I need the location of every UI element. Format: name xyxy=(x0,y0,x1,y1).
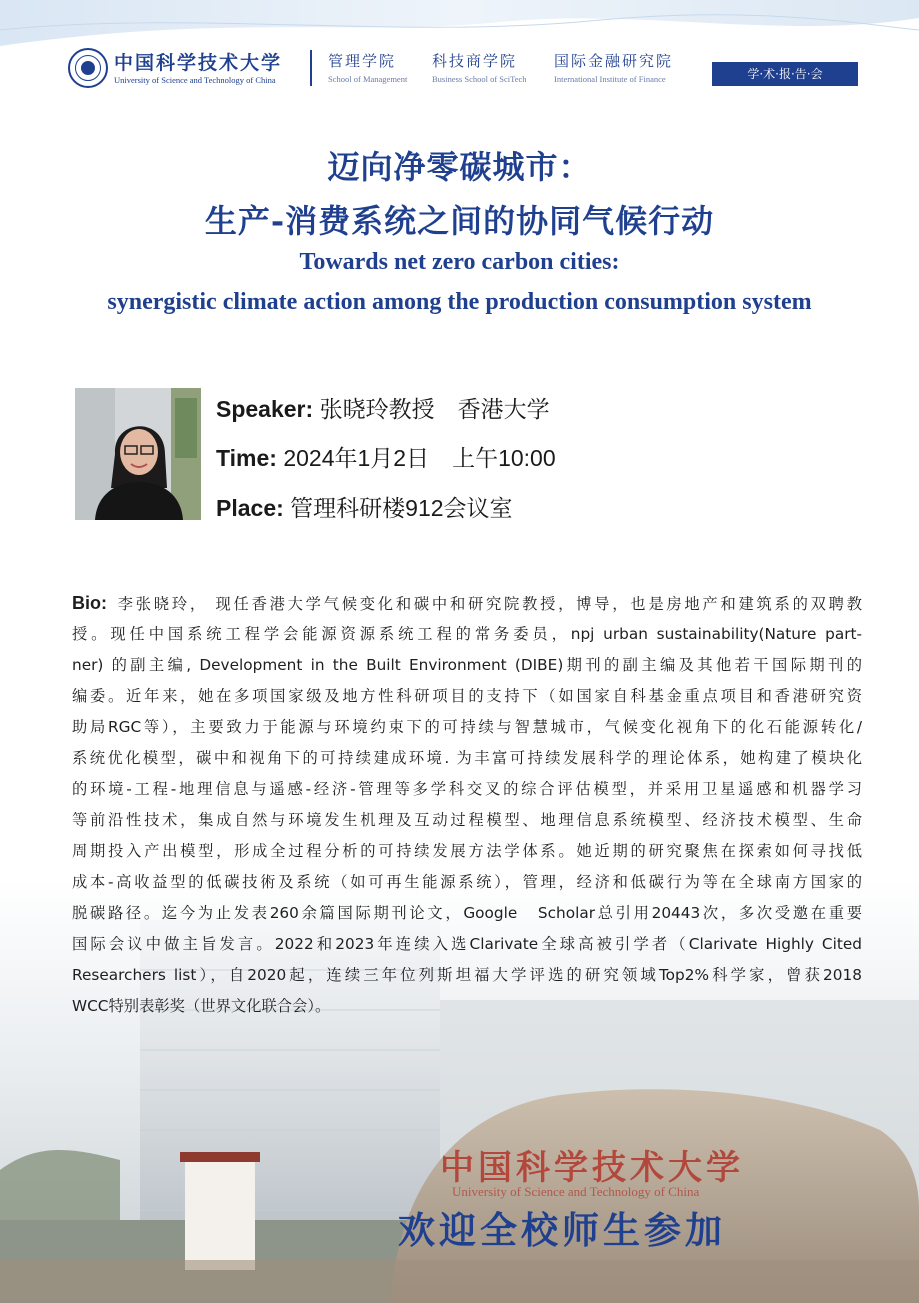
university-seal-icon xyxy=(68,48,108,88)
speaker-label: Speaker: xyxy=(216,396,314,422)
bio-line: 编委。近年来，她在多项国家级及地方性科研项目的支持下（如国家自科基金重点项目和香港研究资 xyxy=(72,687,862,705)
bio-line: 系统优化模型，碳中和视角下的可持续建成环境. 为丰富可持续发展科学的理论体系，她构建了模块化 xyxy=(72,749,862,767)
bio-line: 授。现任中国系统工程学会能源资源系统工程的常务委员，npj urban sustainability(Nature part- xyxy=(72,625,862,643)
bio-line: 周期投入产出模型，形成全过程分析的可持续发展方法学体系。她近期的研究聚焦在探索如何寻找低 xyxy=(72,842,862,860)
page-header xyxy=(68,46,858,90)
university-name-cn: 中国科学技术大学 xyxy=(114,52,283,74)
bio-line: 成本-高收益型的低碳技術及系统（如可再生能源系统），管理，经济和低碳行为等在全球南方国家的 xyxy=(72,873,862,891)
speaker-photo xyxy=(75,388,201,520)
bio-label: Bio: xyxy=(72,593,107,613)
title-cn-line1: 迈向净零碳城市： xyxy=(327,148,592,186)
place-line xyxy=(216,490,513,523)
stone-university-name-en: University of Science and Technology of China xyxy=(452,1184,700,1199)
speaker-value: 张晓玲教授 香港大学 xyxy=(319,396,550,422)
time-value: 2024年1月2日 上午10:00 xyxy=(283,445,556,471)
seminar-badge: 学·术·报·告·会 xyxy=(712,62,858,86)
school-name-cn: 管理学院 xyxy=(328,52,397,70)
school-name-en: Business School of SciTech xyxy=(432,74,527,84)
bio-line: 等前沿性技术，集成自然与环境发生机理及互动过程模型、地理信息系统模型、经济技术模型、生命 xyxy=(72,811,862,829)
bio-line: 助局RGC等），主要致力于能源与环境约束下的可持续与智慧城市，气候变化视角下的化石能源转化/ xyxy=(72,718,862,736)
bio-line: Researchers list），自2020起，连续三年位列斯坦福大学评选的研究领域Top2%科学家，曾获2018 xyxy=(72,966,862,984)
speaker-bio xyxy=(72,588,862,1022)
welcome-message: 欢迎全校师生参加 xyxy=(398,1208,726,1252)
stone-university-name: 中国科学技术大学 xyxy=(440,1148,744,1188)
place-label: Place: xyxy=(216,495,284,521)
university-name-en: University of Science and Technology of China xyxy=(114,75,276,85)
bio-line: ner) 的副主编, Development in the Built Environment (DIBE)期刊的副主编及其他若干国际期刊的 xyxy=(72,656,862,674)
school-name-en: International Institute of Finance xyxy=(554,74,666,84)
school-business-scitech xyxy=(432,50,527,84)
school-finance-institute xyxy=(554,50,673,84)
bio-line: 国际会议中做主旨发言。2022和2023年连续入选Clarivate全球高被引学者（Clarivate Highly Cited xyxy=(72,935,862,953)
bio-line xyxy=(72,588,862,619)
school-name-cn: 科技商学院 xyxy=(432,52,518,70)
school-name-en: School of Management xyxy=(328,74,408,84)
time-label: Time: xyxy=(216,445,277,471)
title-en-line1: Towards net zero carbon cities: xyxy=(299,249,620,275)
title-cn-line2: 生产-消费系统之间的协同气候行动 xyxy=(204,202,715,240)
time-line xyxy=(216,440,556,473)
bio-line: WCC特别表彰奖（世界文化联合会）。 xyxy=(72,997,331,1015)
speaker-line xyxy=(216,391,550,424)
school-name-cn: 国际金融研究院 xyxy=(554,52,674,70)
bio-line: 脱碳路径。迄今为止发表260余篇国际期刊论文，Google Scholar总引用20443次，多次受邀在重要 xyxy=(72,904,862,922)
bio-text: 李张晓玲， 现任香港大学气候变化和碳中和研究院教授，博导，也是房地产和建筑系的双聘教 xyxy=(115,595,862,613)
title-en-line2: synergistic climate action among the production consumption system xyxy=(107,289,812,315)
header-divider xyxy=(310,50,312,86)
bio-line: 的环境-工程-地理信息与遥感-经济-管理等多学科交叉的综合评估模型，并采用卫星遥感和机器学习 xyxy=(72,780,862,798)
school-management xyxy=(328,50,407,84)
place-value: 管理科研楼912会议室 xyxy=(290,495,513,521)
